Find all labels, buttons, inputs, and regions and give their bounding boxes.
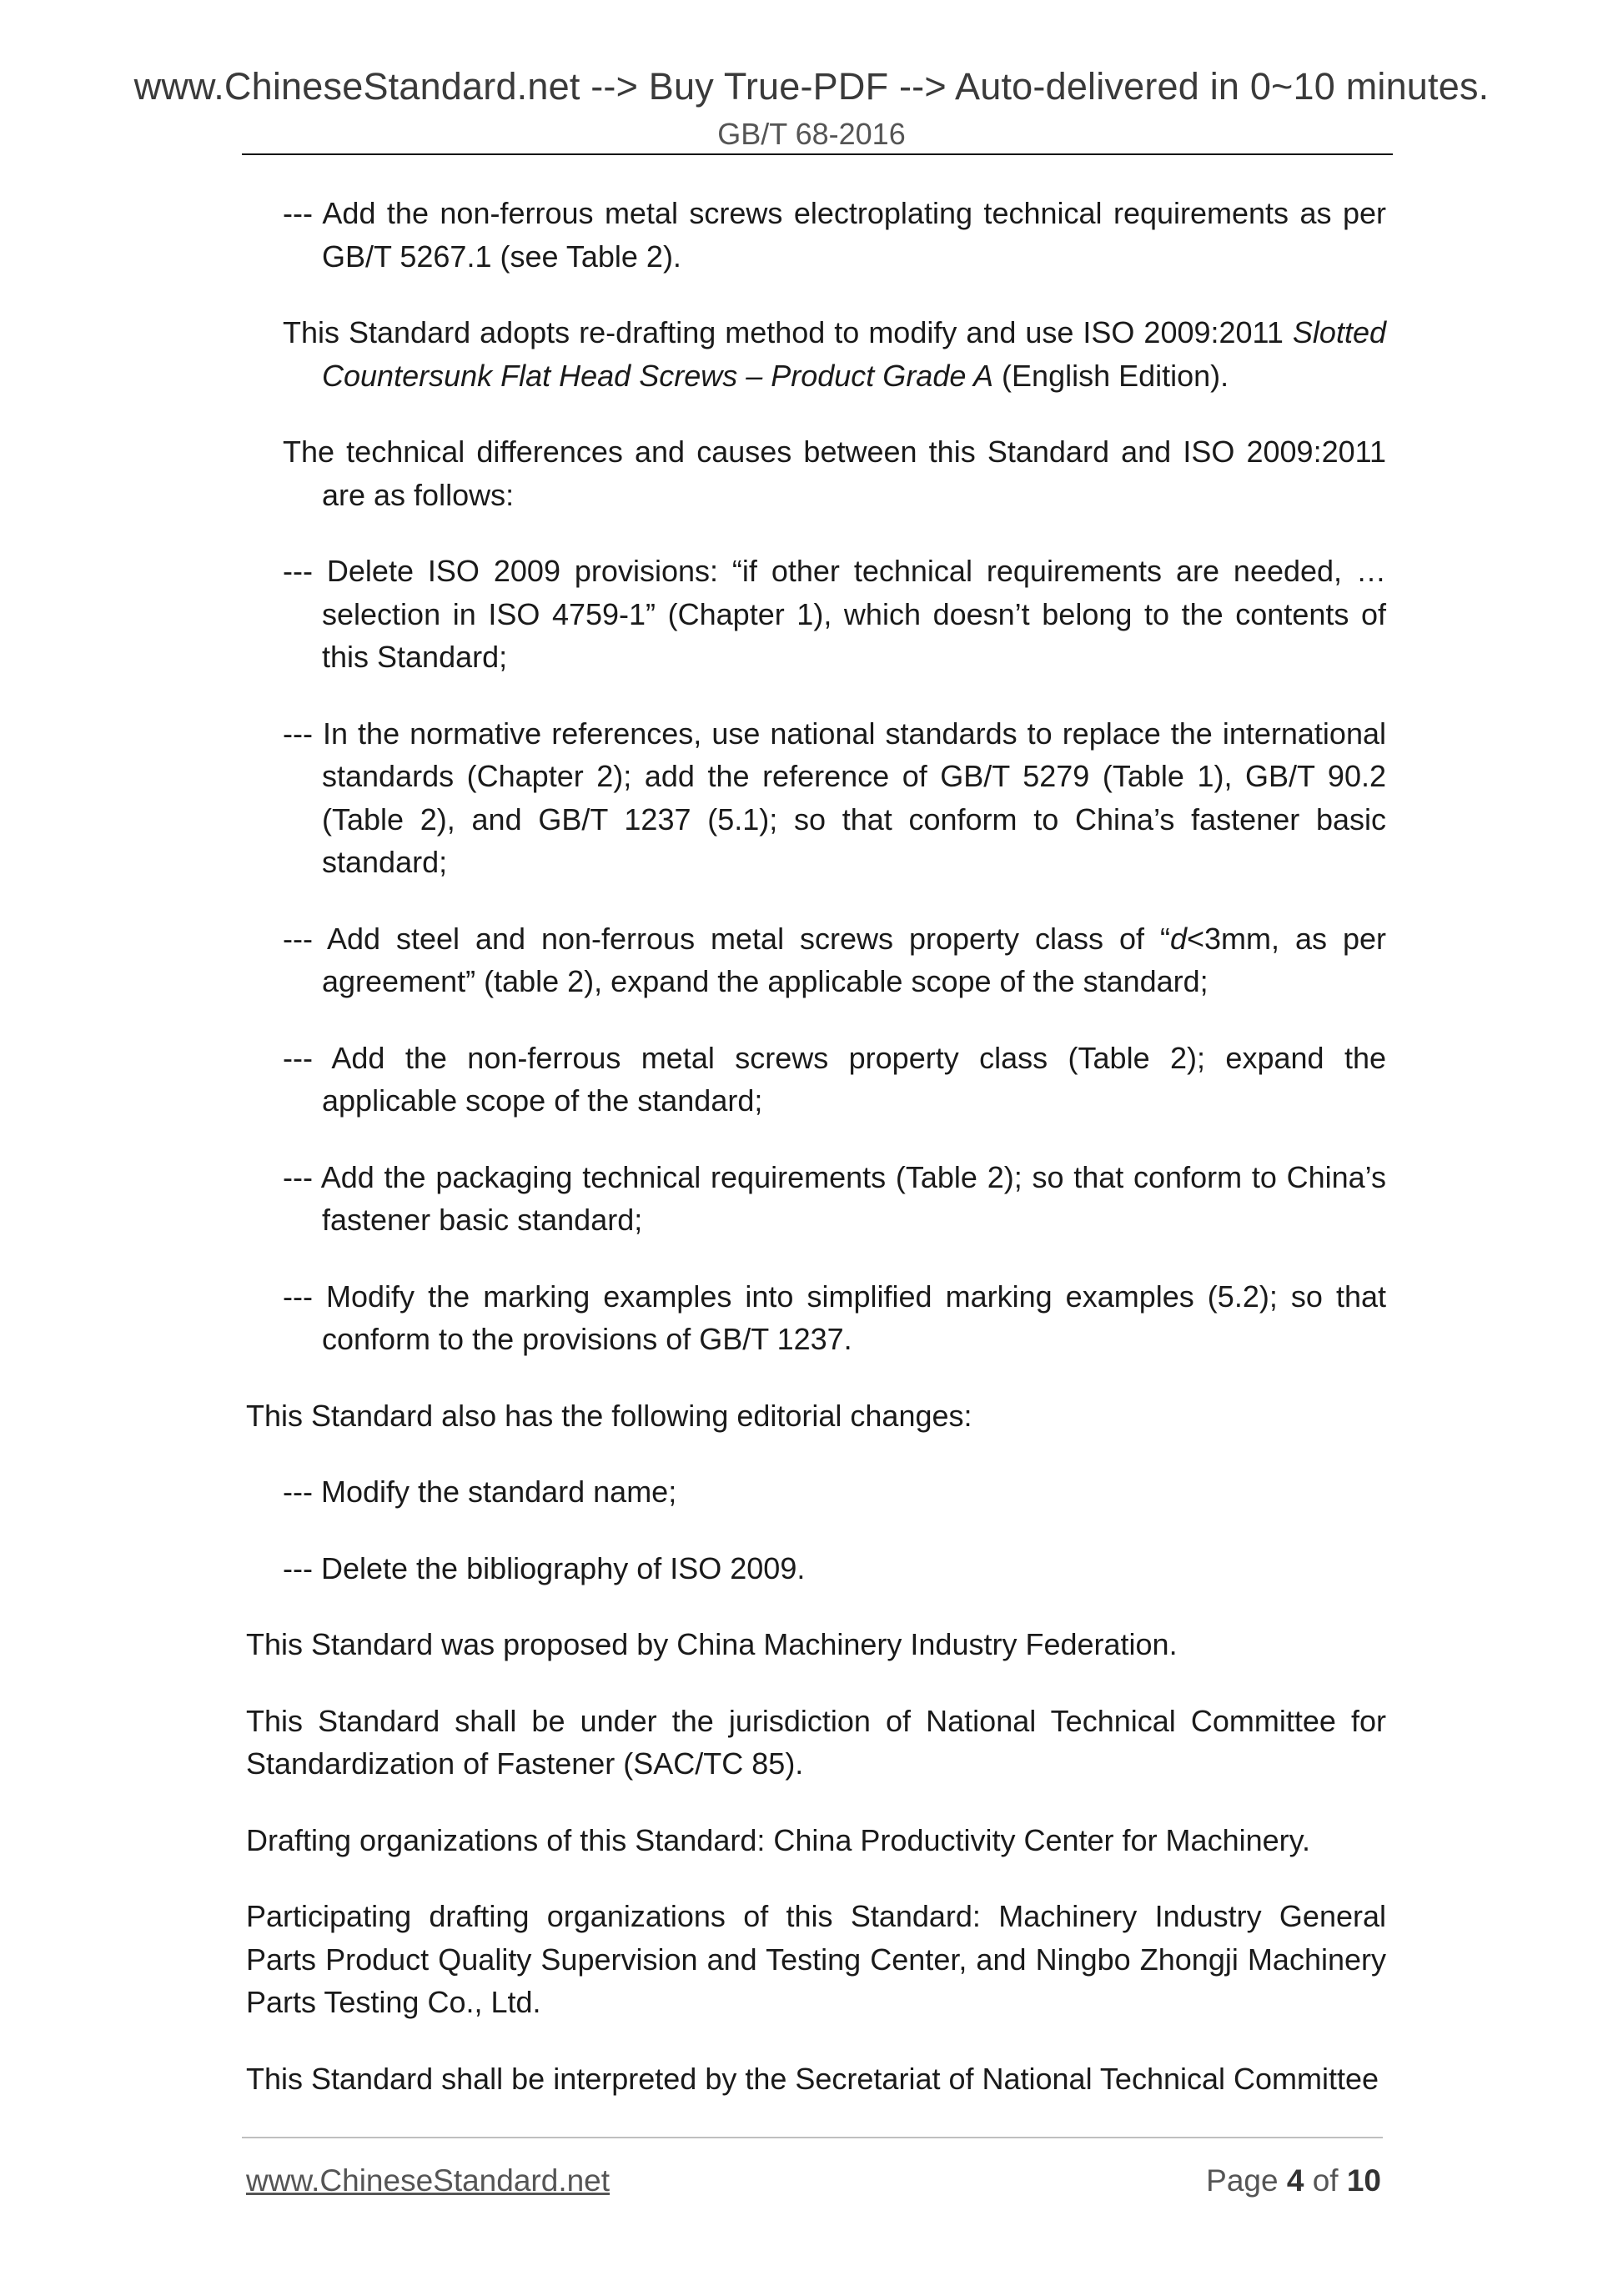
page-separator: of — [1304, 2163, 1347, 2198]
header-banner: www.ChineseStandard.net --> Buy True-PDF --> Auto-delivered in 0~10 minutes. — [133, 65, 1490, 108]
paragraph-proposed-by: This Standard was proposed by China Machinery Industry Federation. — [246, 1627, 1178, 1661]
list-item-delete-provisions: --- Delete ISO 2009 provisions: “if other technical requirements are needed, … selection in ISO 4759-1” (Chapter 1), which doesn’t belong to the contents of this Standard; — [283, 554, 1386, 674]
paragraph-adoption — [246, 311, 1386, 397]
property-class-text-end: <3mm, as per agreement” (table 2), expand the applicable scope of the standard; — [322, 921, 1386, 998]
list-item-bibliography: --- Delete the bibliography of ISO 2009. — [283, 1550, 806, 1585]
paragraph-differences-intro: The technical differences and causes between this Standard and ISO 2009:2011 are as follows: — [283, 435, 1386, 512]
paragraph-interpretation: This Standard shall be interpreted by the Secretariat of National Technical Committee — [246, 2061, 1379, 2096]
diameter-variable: d — [1169, 921, 1187, 956]
adoption-text: This Standard adopts re-drafting method to modify and use ISO 2009:2011 — [283, 315, 1293, 349]
paragraph-participating-organizations: Participating drafting organizations of this Standard: Machinery Industry General Parts Product Quality Supervision and Testing Center, and Ningbo Zhongji Machinery Parts Testing Co., Ltd. — [246, 1899, 1386, 2019]
page-indicator — [1206, 2163, 1381, 2198]
list-item-marking: --- Modify the marking examples into simplified marking examples (5.2); so that conform to the provisions of GB/T 1237. — [283, 1279, 1386, 1356]
footer-divider — [242, 2137, 1383, 2138]
document-body — [246, 192, 1386, 2133]
list-item-packaging: --- Add the packaging technical requirements (Table 2); so that conform to China’s fastener basic standard; — [283, 1159, 1386, 1237]
adoption-edition: (English Edition). — [993, 358, 1229, 393]
iso-title: Slotted Countersunk Flat Head Screws – Product Grade A — [322, 315, 1386, 393]
page-current: 4 — [1286, 2163, 1304, 2198]
header-divider — [242, 153, 1393, 155]
paragraph-editorial-intro: This Standard also has the following editorial changes: — [246, 1398, 972, 1433]
property-class-text: --- Add steel and non-ferrous metal screws property class of “ — [283, 921, 1170, 956]
page-prefix: Page — [1206, 2163, 1287, 2198]
footer-website-link[interactable]: www.ChineseStandard.net — [246, 2163, 611, 2198]
paragraph-jurisdiction: This Standard shall be under the jurisdiction of National Technical Committee for Standardization of Fastener (SAC/TC 85). — [246, 1703, 1386, 1781]
list-item-property-class-steel — [246, 917, 1386, 1003]
standard-number: GB/T 68-2016 — [717, 117, 906, 151]
list-item-normative-references: --- In the normative references, use national standards to replace the international standards (Chapter 2); add the reference of GB/T 5279 (Table 1), GB/T 90.2 (Table 2), and GB/T 1237 (5.1); so that conform to China’s fastener basic standard; — [283, 716, 1386, 879]
paragraph-drafting-organizations: Drafting organizations of this Standard: China Productivity Center for Machinery. — [246, 1822, 1310, 1857]
list-item-standard-name: --- Modify the standard name; — [283, 1475, 677, 1509]
list-item-property-class-nonferrous: --- Add the non-ferrous metal screws property class (Table 2); expand the applicable scope of the standard; — [283, 1040, 1386, 1118]
page-total: 10 — [1346, 2163, 1381, 2198]
paragraph-electroplating: --- Add the non-ferrous metal screws electroplating technical requirements as per GB/T 5267.1 (see Table 2). — [283, 196, 1386, 274]
